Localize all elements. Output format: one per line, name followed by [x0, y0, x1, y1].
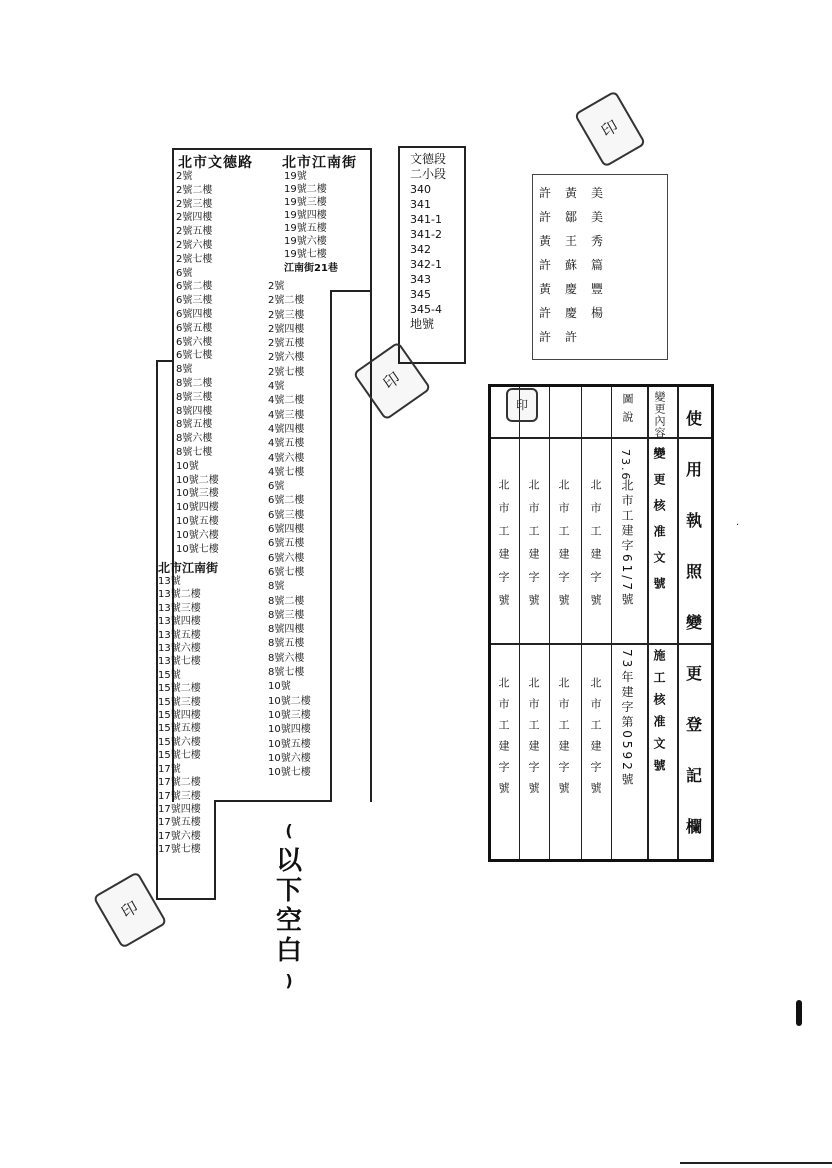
permit-header-char: 登 [685, 715, 702, 734]
address-col1-subheader: 北市江南街 [158, 561, 219, 575]
address-entry: 2號四樓 [176, 212, 213, 224]
address-entry: 8號三樓 [268, 609, 305, 621]
land-number: 345-4 [410, 303, 442, 316]
land-number: 342 [410, 243, 431, 256]
permit-header-char: 更 [685, 664, 702, 683]
land-number: 341-2 [410, 228, 442, 241]
land-number-box [398, 146, 466, 364]
address-entry: 6號七樓 [268, 566, 305, 578]
permit-header-char: 記 [685, 766, 702, 785]
address-entry: 15號四樓 [158, 710, 201, 722]
address-entry: 2號七樓 [176, 253, 213, 265]
address-entry: 10號七樓 [268, 767, 311, 779]
address-col1-header: 北市文德路 [178, 155, 253, 171]
permit-header-char: 欄 [685, 817, 702, 836]
address-entry: 13號 [158, 576, 181, 587]
address-list-border-bottom [156, 898, 216, 900]
land-number: 345 [410, 288, 431, 301]
address-col2-header: 北市江南街 [282, 155, 357, 171]
permit-header-column [681, 393, 707, 852]
address-entry: 17號四樓 [158, 803, 201, 815]
permit-row1-date: 73.6 [619, 449, 632, 482]
address-entry: 10號三樓 [268, 709, 311, 721]
land-header: 文德段 [410, 152, 447, 166]
address-entry: 8號六樓 [268, 652, 305, 664]
address-entry: 6號二樓 [176, 281, 213, 293]
address-entry: 4號二樓 [268, 395, 305, 407]
address-list-border-step [156, 360, 174, 362]
address-entry: 17號六樓 [158, 830, 201, 842]
margin-mark-1: · [736, 520, 740, 531]
owner-row: 許蘇篇 [539, 258, 618, 272]
address-entry: 8號 [268, 581, 285, 593]
permit-side-mark: 圖 [621, 393, 634, 410]
address-entry: 2號三樓 [176, 198, 213, 210]
permit-row-construct-number: 北市工建字號 [589, 677, 602, 803]
address-entry: 17號二樓 [158, 777, 201, 789]
land-number: 343 [410, 273, 431, 286]
seal-stamp-3: 印 [92, 871, 167, 949]
address-entry: 10號四樓 [268, 724, 311, 736]
land-number: 342-1 [410, 258, 442, 271]
address-entry: 10號六樓 [176, 529, 219, 541]
address-entry: 2號五樓 [176, 226, 213, 238]
address-entry: 2號 [176, 171, 193, 182]
address-entry: 2號二樓 [176, 184, 213, 196]
blank-note-char: 以 [275, 846, 302, 876]
land-number: 341-1 [410, 213, 442, 226]
address-entry: 4號 [268, 381, 285, 393]
address-entry: 8號 [176, 364, 193, 376]
blank-note-char: 空 [275, 906, 302, 936]
permit-col-label-content: 變更內容 [653, 391, 666, 439]
blank-note-char: 白 [275, 936, 302, 966]
address-entry: 4號六樓 [268, 452, 305, 464]
permit-row-change-number: 北市工建字號 [589, 479, 602, 617]
address-entry: 4號七樓 [268, 466, 305, 478]
bottom-edge-line [680, 1162, 832, 1164]
owner-row: 黃王秀 [539, 234, 618, 248]
address-entry: 19號五樓 [284, 223, 327, 234]
address-entry: 6號三樓 [176, 295, 213, 307]
permit-row-change-number: 北市工建字號 [527, 479, 540, 617]
address-entry: 4號四樓 [268, 423, 305, 435]
address-col2-subheader: 江南街21巷 [284, 263, 338, 274]
address-entry: 15號七樓 [158, 750, 201, 762]
address-entry: 13號六樓 [158, 643, 201, 655]
permit-header-char: 照 [685, 562, 702, 581]
permit-row-change-number: 北市工建字號 [557, 479, 570, 617]
permit-row1-number: 北市工建字61/7號 [620, 479, 634, 608]
owner-row: 許許 [539, 330, 592, 344]
address-entry: 19號三樓 [284, 197, 327, 208]
permit-side-mark-2: 說 [621, 411, 634, 428]
address-entry: 8號七樓 [268, 667, 305, 679]
owner-row: 許鄒美 [539, 210, 618, 224]
permit-change-table [488, 384, 714, 862]
address-entry: 8號二樓 [268, 595, 305, 607]
address-entry: 10號二樓 [176, 474, 219, 486]
land-footer: 地號 [410, 317, 435, 331]
address-entry: 8號六樓 [176, 433, 213, 445]
seal-stamp-2: 印 [574, 90, 647, 168]
address-entry: 2號 [268, 281, 285, 292]
address-entry: 10號七樓 [176, 543, 219, 555]
address-entry: 8號四樓 [176, 405, 213, 417]
address-entry: 4號三樓 [268, 409, 305, 421]
address-entry: 8號七樓 [176, 446, 213, 458]
address-entry: 6號三樓 [268, 509, 305, 521]
address-col1-list-b [158, 562, 258, 857]
address-entry: 2號三樓 [268, 309, 305, 321]
address-col2-list [284, 170, 354, 261]
address-entry: 13號五樓 [158, 629, 201, 641]
address-entry: 19號七樓 [284, 249, 327, 260]
address-entry: 10號六樓 [268, 752, 311, 764]
owner-row: 許慶楊 [539, 306, 618, 320]
owner-list-box [532, 174, 668, 360]
address-entry: 6號四樓 [268, 524, 305, 536]
address-entry: 2號七樓 [268, 366, 305, 378]
address-entry: 6號 [268, 481, 285, 493]
permit-header-char: 用 [685, 460, 702, 479]
owner-list [539, 181, 659, 349]
address-entry: 15號六樓 [158, 736, 201, 748]
land-number: 340 [410, 183, 431, 196]
address-entry: 2號二樓 [268, 295, 305, 307]
address-entry: 13號三樓 [158, 602, 201, 614]
address-entry: 10號三樓 [176, 488, 219, 500]
permit-header-char: 使 [685, 409, 702, 428]
address-entry: 10號五樓 [176, 515, 219, 527]
margin-mark-2 [796, 1000, 802, 1026]
permit-row-construct-number: 北市工建字號 [527, 677, 540, 803]
address-entry: 2號五樓 [268, 338, 305, 350]
address-entry: 10號五樓 [268, 738, 311, 750]
address-entry: 19號 [284, 171, 307, 182]
permit-row1-construct: 73年建字第0592號 [620, 649, 634, 788]
owner-row: 黃慶豐 [539, 282, 618, 296]
address-entry: 6號二樓 [268, 495, 305, 507]
owner-row: 許黃美 [539, 186, 618, 200]
address-entry: 8號四樓 [268, 624, 305, 636]
permit-row-construct-number: 北市工建字號 [497, 677, 510, 803]
address-entry: 13號七樓 [158, 656, 201, 668]
land-number-list [400, 182, 464, 317]
address-col2-list-b [268, 280, 338, 780]
address-entry: 19號二樓 [284, 184, 327, 195]
address-entry: 2號四樓 [268, 323, 305, 335]
address-entry: 8號三樓 [176, 391, 213, 403]
address-entry: 6號七樓 [176, 350, 213, 362]
address-entry: 6號五樓 [176, 322, 213, 334]
address-entry: 6號六樓 [176, 336, 213, 348]
permit-row-change-number: 北市工建字號 [497, 479, 510, 617]
land-number: 341 [410, 198, 431, 211]
address-entry: 2號六樓 [176, 239, 213, 251]
address-entry: 15號二樓 [158, 683, 201, 695]
address-entry: 19號四樓 [284, 210, 327, 221]
address-entry: 4號五樓 [268, 438, 305, 450]
blank-note-char: 下 [275, 876, 302, 906]
address-entry: 15號 [158, 669, 181, 681]
address-entry: 10號二樓 [268, 695, 311, 707]
address-entry: 10號 [268, 681, 291, 693]
address-entry: 15號三樓 [158, 696, 201, 708]
address-col1-list [176, 170, 266, 556]
permit-col-label-change: 變更核准文號 [652, 447, 666, 603]
address-entry: 2號六樓 [268, 352, 305, 364]
address-entry: 10號 [176, 460, 199, 472]
address-entry: 19號六樓 [284, 236, 327, 247]
address-entry: 17號五樓 [158, 817, 201, 829]
land-subheader: 二小段 [410, 167, 447, 181]
seal-stamp-4: 印 [506, 388, 538, 422]
seal-stamp-1: 印 [352, 341, 431, 421]
address-entry: 6號六樓 [268, 552, 305, 564]
address-entry: 13號四樓 [158, 616, 201, 628]
address-entry: 6號五樓 [268, 538, 305, 550]
address-entry: 8號五樓 [268, 638, 305, 650]
permit-header-char: 執 [685, 511, 702, 530]
address-entry: 8號二樓 [176, 377, 213, 389]
permit-col-label-construct: 施工核准文號 [652, 649, 666, 781]
address-entry: 17號七樓 [158, 844, 201, 856]
address-entry: 17號三樓 [158, 790, 201, 802]
address-entry: 6號四樓 [176, 308, 213, 320]
address-entry: 10號四樓 [176, 502, 219, 514]
address-entry: 8號五樓 [176, 419, 213, 431]
address-entry: 17號 [158, 763, 181, 775]
address-entry: 13號二樓 [158, 589, 201, 601]
permit-header-char: 變 [685, 613, 702, 632]
permit-row-construct-number: 北市工建字號 [557, 677, 570, 803]
blank-below-note: ( 以 下 空 白 ) [275, 821, 302, 990]
address-entry: 6號 [176, 267, 193, 279]
address-entry: 15號五樓 [158, 723, 201, 735]
